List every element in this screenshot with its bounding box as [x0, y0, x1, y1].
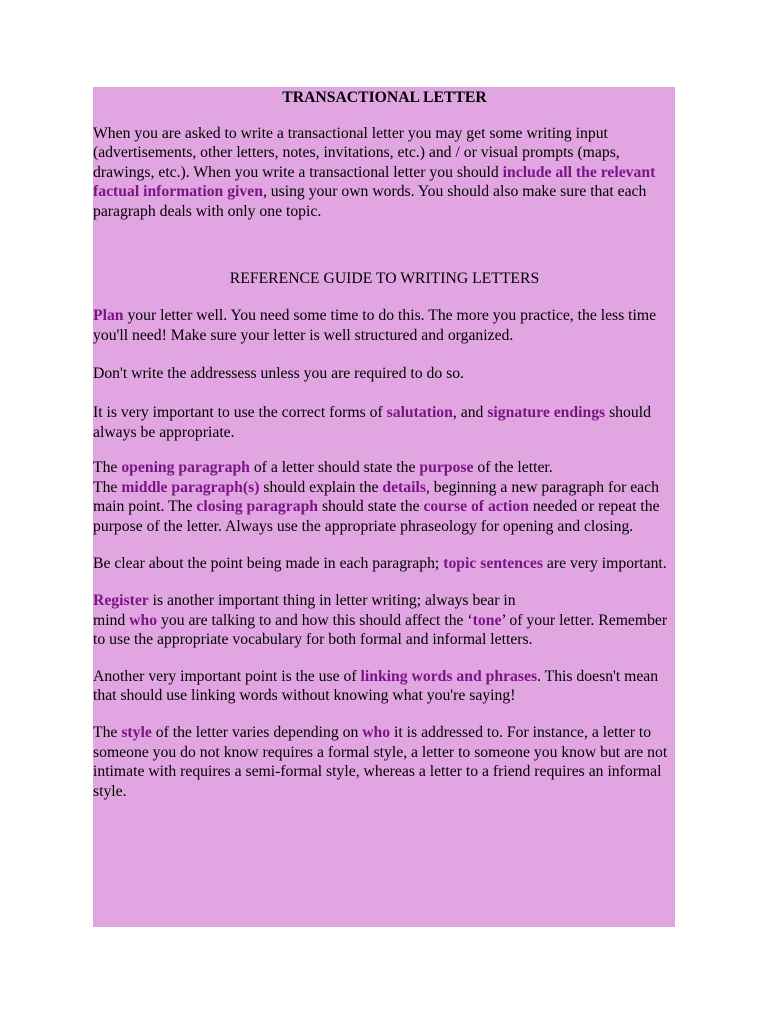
- text-run: of the letter varies depending on: [151, 724, 363, 742]
- highlighted-term: opening paragraph: [121, 459, 250, 477]
- text-run: your letter well. You need some time to do this. The more you practice, the less time you'll need! Make sure your letter is well structured and organized.: [93, 307, 657, 344]
- text-run: Don't write the addressess unless you are required to do so.: [93, 365, 464, 383]
- text-run: needed or repeat the purpose of the letter. Always use the appropriate phraseology for opening and closing.: [93, 498, 660, 535]
- text-run: ’ of your letter. Remember to use the appropriate vocabulary for both formal and informal letters.: [93, 611, 668, 649]
- text-run: It is very important to use the correct forms of: [93, 403, 387, 421]
- highlighted-term: who: [129, 611, 158, 629]
- highlighted-term: purpose: [419, 459, 474, 477]
- guide-paragraph: [93, 667, 676, 706]
- text-run: you are talking to and how this should affect the ‘: [157, 611, 473, 629]
- highlighted-term: include all the relevant factual information given: [93, 163, 656, 201]
- document-title: TRANSACTIONAL LETTER: [282, 89, 487, 106]
- highlighted-term: signature endings: [487, 403, 606, 421]
- text-run: . This doesn't mean that should use linking words without knowing what you're saying!: [93, 667, 659, 705]
- highlighted-term: details: [382, 478, 426, 496]
- highlighted-term: linking words and phrases: [360, 667, 538, 685]
- text-run: Another very important point is the use of: [93, 667, 361, 685]
- guide-title: REFERENCE GUIDE TO WRITING LETTERS: [229, 269, 540, 287]
- text-run: The: [93, 724, 122, 742]
- guide-paragraph: [93, 306, 676, 345]
- highlighted-term: Register: [93, 592, 149, 610]
- text-run: , beginning a new paragraph for each main point. The: [93, 478, 659, 516]
- text-run: mind: [93, 611, 130, 629]
- highlighted-term: middle paragraph(s): [121, 478, 260, 496]
- highlighted-term: course of action: [423, 498, 529, 516]
- highlighted-term: style: [121, 724, 152, 742]
- text-run: is another important thing in letter writing; always bear in: [148, 592, 516, 610]
- intro-paragraph: [93, 124, 676, 222]
- text-run: When you are asked to write a transactional letter you may get some writing input (advertisements, other letters, notes, invitations, etc.) and / or visual prompts (maps, drawings, etc.). When you write a transactional letter you should: [93, 124, 620, 181]
- guide-paragraph: [93, 364, 676, 384]
- text-run: Be clear about the point being made in each paragraph;: [93, 554, 444, 572]
- text-run: , and: [452, 403, 488, 421]
- text-run: are very important.: [543, 554, 667, 572]
- guide-paragraph: [93, 458, 676, 536]
- guide-paragraph: [93, 403, 676, 442]
- highlighted-term: topic sentences: [443, 554, 543, 572]
- guide-paragraph: [93, 723, 676, 801]
- text-run: of the letter.: [473, 459, 553, 477]
- document-content: [93, 87, 676, 801]
- text-run: should state the: [318, 498, 424, 516]
- text-run: The: [93, 478, 122, 496]
- highlighted-term: salutation: [386, 403, 453, 421]
- guide-paragraph: [93, 554, 676, 574]
- text-run: should explain the: [259, 478, 383, 496]
- highlighted-term: Plan: [93, 307, 124, 325]
- text-run: , using your own words. You should also make sure that each paragraph deals with only one topic.: [93, 183, 647, 220]
- text-run: it is addressed to. For instance, a letter to someone you do not know requires a formal style, a letter to someone you know but are not intimate with requires a semi-formal style, whereas a letter to a friend requires an informal style.: [93, 724, 668, 800]
- text-run: of a letter should state the: [249, 459, 420, 477]
- highlighted-term: tone: [472, 611, 502, 629]
- highlighted-term: who: [362, 724, 391, 742]
- text-run: should always be appropriate.: [93, 403, 651, 441]
- guide-paragraph: [93, 591, 676, 650]
- highlighted-term: closing paragraph: [196, 498, 319, 516]
- text-run: The: [93, 459, 122, 477]
